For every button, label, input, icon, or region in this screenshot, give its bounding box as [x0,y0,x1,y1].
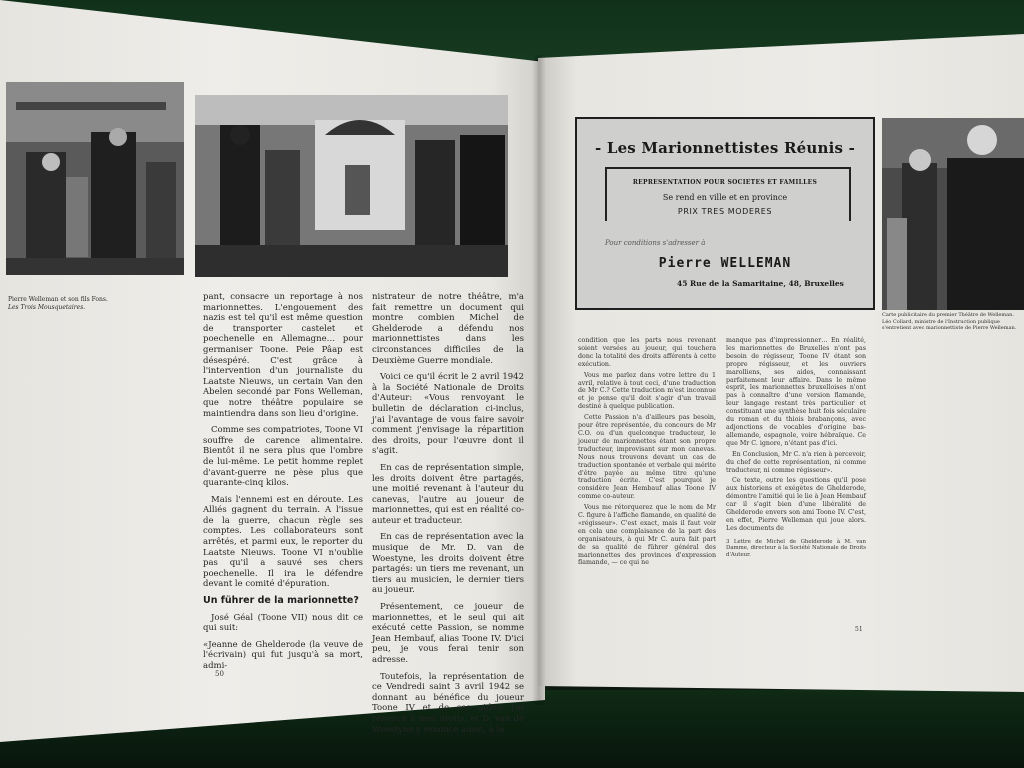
left-column-2 [372,292,524,741]
right-photo-caption: Carte publicitaire du premier Théâtre de Welleman. Léo Collard, ministre de l'Instruction publique s'entretient avec marionnettiste de Pierre Welleman. [882,312,1017,331]
page-number-right: 51 [855,626,863,633]
paragraph: pant, consacre un reportage à nos marionnettes. L'engouement des nazis est tel qu'il est même question de transporter castelet et poechenelle en Allemagne… pour germaniser Toone. Peie Pâap est désespéré. C'est grâce à l'intervention d'un journaliste du Laatste Nieuws, un certain Van den Abelen secondé par Fons Welleman, que notre théâtre populaire se maintiendra dans son lieu d'origine. [203,292,363,419]
page-number-left: 50 [215,670,224,678]
paragraph: En cas de représentation avec la musique de Mr. D. van de Woestyne, les droits doivent être partagés: un tiers me revenant, un tiers au musicien, le dernier tiers au joueur. [372,532,524,596]
photo-trois-mousquetaires [195,95,508,277]
left-column-1 [203,292,363,678]
paragraph: Comme ses compatriotes, Toone VI souffre de carence alimentaire. Bientôt il ne sera plus que l'ombre de lui-même. Le petit homme replet d'avant-guerre ne pèse plus que quarante-cinq kilos. [203,425,363,489]
paragraph: Présentement, ce joueur de marionnettes, et le seul qui ait exécuté cette Passion, se nomme Jean Hembauf, alias Toone IV. D'ici peu, je vous ferai tenir son adresse. [372,602,524,665]
advertising-card [575,117,875,310]
paragraph: Vous me rétorquerez que le nom de Mr C. figure à l'affiche flamande, en qualité de «régisseur». C'est exact, mais il faut voir en cela une complaisance de la part des organisateurs, à qui Mr C. aura fait part de sa qualité de führer général des marionnettes des provinces d'expression flamande, — ce qui ne [578,504,716,567]
poster-line-1: REPRESENTATION POUR SOCIETES ET FAMILLES [632,179,818,186]
paragraph: Mais l'ennemi est en déroute. Les Alliés gagnent du terrain. A l'issue de la guerre, chacun règle ses comptes. Les collaborateurs sont arrêtés, et parmi eux, le reporter du Laatste Nieuws. Toone VI n'oublie pas qu'il a sauvé ses chers poechenelle. Il ira le défendre devant le comité d'épuration. [203,494,363,590]
photo-welleman-and-son [6,82,184,275]
paragraph: En cas de représentation simple, les droits doivent être partagés, une moitié revenant à l'auteur du canevas, l'autre au joueur de marionnettes, qui est en réalité co-auteur et traducteur. [372,462,524,526]
poster-title: - Les Marionnettistes Réunis - [594,139,856,157]
paragraph: José Géal (Toone VII) nous dit ce qui suit: [203,612,363,634]
paragraph: Ce texte, outre les questions qu'il pose aux historiens et exégètes de Ghelderode, démontre l'amitié qui le lie à Jean Hembauf car il s'agit bien d'une libéralité de Ghelderode envers son ami Toone IV. C'est, en effet, Pierre Welleman qui joue alors. Les documents de [726,477,866,532]
poster-line-3: PRIX TRES MODERES [677,207,773,216]
paragraph: Toutefois, la représentation de ce Vendredi saint 3 avril 1942 se donnant au bénéfice du joueur Toone IV et de ses aides, j'ai renoncé à mes droits, et D. van de Woestyne y renonce aussi, à la [372,671,524,735]
right-column-2 [726,337,866,561]
paragraph: «Jeanne de Ghelderode (la veuve de l'écrivain) qui fut jusqu'à sa mort, admi- [203,639,363,671]
caption-line-2: Les Trois Mousquetaires. [8,304,86,311]
caption-line-1: Pierre Welleman et son fils Fons. [8,296,108,303]
section-heading: Un führer de la marionnette? [203,595,359,607]
paragraph: condition que les parts nous revenant soient versées au joueur, qui touchera donc la totalité des droits afférents à cette exécution. [578,337,716,368]
book-gutter [532,55,546,705]
paragraph: En Conclusion, Mr C. n'a rien à percevoir, du chef de cette représentation, ni comme traducteur, ni comme régisseur». [726,450,866,474]
poster-address: 45 Rue de la Samaritaine, 48, Bruxelles [677,279,844,288]
right-column-1 [578,337,716,570]
paragraph: nistrateur de notre théâtre, m'a fait remettre un document qui montre combien Michel de Ghelderode a défendu nos marionnettistes dans les circonstances difficiles de la Deuxième Guerre mondiale. [372,292,524,366]
paragraph: Vous me parlez dans votre lettre du 1 avril, relative à tout ceci, d'une traduction de Mr C.? Cette traduction m'est inconnue et je pense qu'il doit s'agir d'un travail destiné à quelque publication. [578,371,716,411]
footnote: 3 Lettre de Michel de Ghelderode à M. van Damme, directeur à la Société Nationale de Droits d'Auteur. [726,538,866,558]
paragraph: Voici ce qu'il écrit le 2 avril 1942 à la Société Nationale de Droits d'Auteur: «Vous renvoyant le bulletin de déclaration ci-inclus, j'ai l'avantage de vous faire savoir comment j'envisage la répartition des droits, pour l'œuvre dont il s'agit. [372,372,524,457]
paragraph: Cette Passion n'a d'ailleurs pas besoin, pour être représentée, du concours de Mr C.O. ou d'un quelconque traducteur, le joueur de marionnettes étant son propre traducteur, improvisant sur mon canevas. Nous nous trouvons devant un cas de traduction spontanée et verbale qui mérite d'être payée au même titre qu'une traduction écrite. C'est pourquoi je considère Jean Hembauf alias Toone IV comme co-auteur. [578,414,716,501]
poster-name: Pierre WELLEMAN [658,256,792,271]
poster-line-4: Pour conditions s'adresser à [605,239,706,247]
photo-leo-collard [882,118,1024,310]
left-photo-caption [8,296,158,312]
poster-line-2: Se rend en ville et en province [662,193,788,202]
paragraph: manque pas d'impressionner… En réalité, les marionnettes de Bruxelles n'ont pas besoin de régisseur, Toone IV étant son propre régisseur, et les ouvriers marolliens, ses aides, connaissant parfaitement leur affaire. Dans le même esprit, les marionnettes bruxelloises n'ont pas à connaître d'une version flamande, leur langage restant très particulier et constituant une synthèse huit fois séculaire du roman et du thiois brabançons, avec adjonctions de vocables d'origine bas-allemande, espagnole, voire hébraïque. Ce que Mr C. ignore, n'étant pas d'ici. [726,337,866,447]
